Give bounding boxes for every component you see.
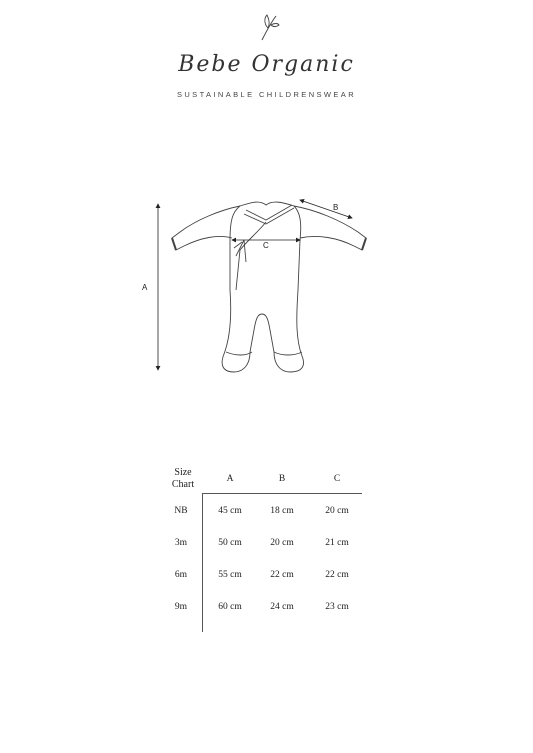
size-chart-header-line2: Chart: [171, 479, 195, 490]
table-cell: 60 cm: [218, 602, 242, 612]
table-cell: 24 cm: [270, 602, 294, 612]
row-size-label: 9m: [174, 602, 188, 612]
row-size-label: 6m: [174, 570, 188, 580]
dimension-c-label: C: [263, 241, 269, 250]
column-header-b: B: [278, 474, 286, 484]
row-size-label: NB: [174, 506, 188, 516]
table-cell: 55 cm: [218, 570, 242, 580]
table-cell: 20 cm: [270, 538, 294, 548]
column-header-c: C: [333, 474, 341, 484]
dimension-b-label: B: [333, 203, 339, 212]
row-size-label: 3m: [174, 538, 188, 548]
table-cell: 22 cm: [325, 570, 349, 580]
column-header-a: A: [226, 474, 234, 484]
header-divider: [202, 493, 362, 494]
table-cell: 50 cm: [218, 538, 242, 548]
dimension-a-label: A: [142, 283, 148, 292]
table-cell: 20 cm: [325, 506, 349, 516]
table-cell: 22 cm: [270, 570, 294, 580]
size-chart-header-line1: Size: [174, 467, 192, 478]
brand-name: Bebe Organic: [178, 52, 355, 77]
table-cell: 45 cm: [218, 506, 242, 516]
brand-tagline: SUSTAINABLE CHILDRENSWEAR: [176, 90, 357, 99]
size-chart-header: [160, 467, 206, 491]
romper-outline: [172, 202, 366, 372]
table-cell: 21 cm: [325, 538, 349, 548]
table-cell: 18 cm: [270, 506, 294, 516]
size-column-divider: [202, 494, 203, 632]
table-cell: 23 cm: [325, 602, 349, 612]
